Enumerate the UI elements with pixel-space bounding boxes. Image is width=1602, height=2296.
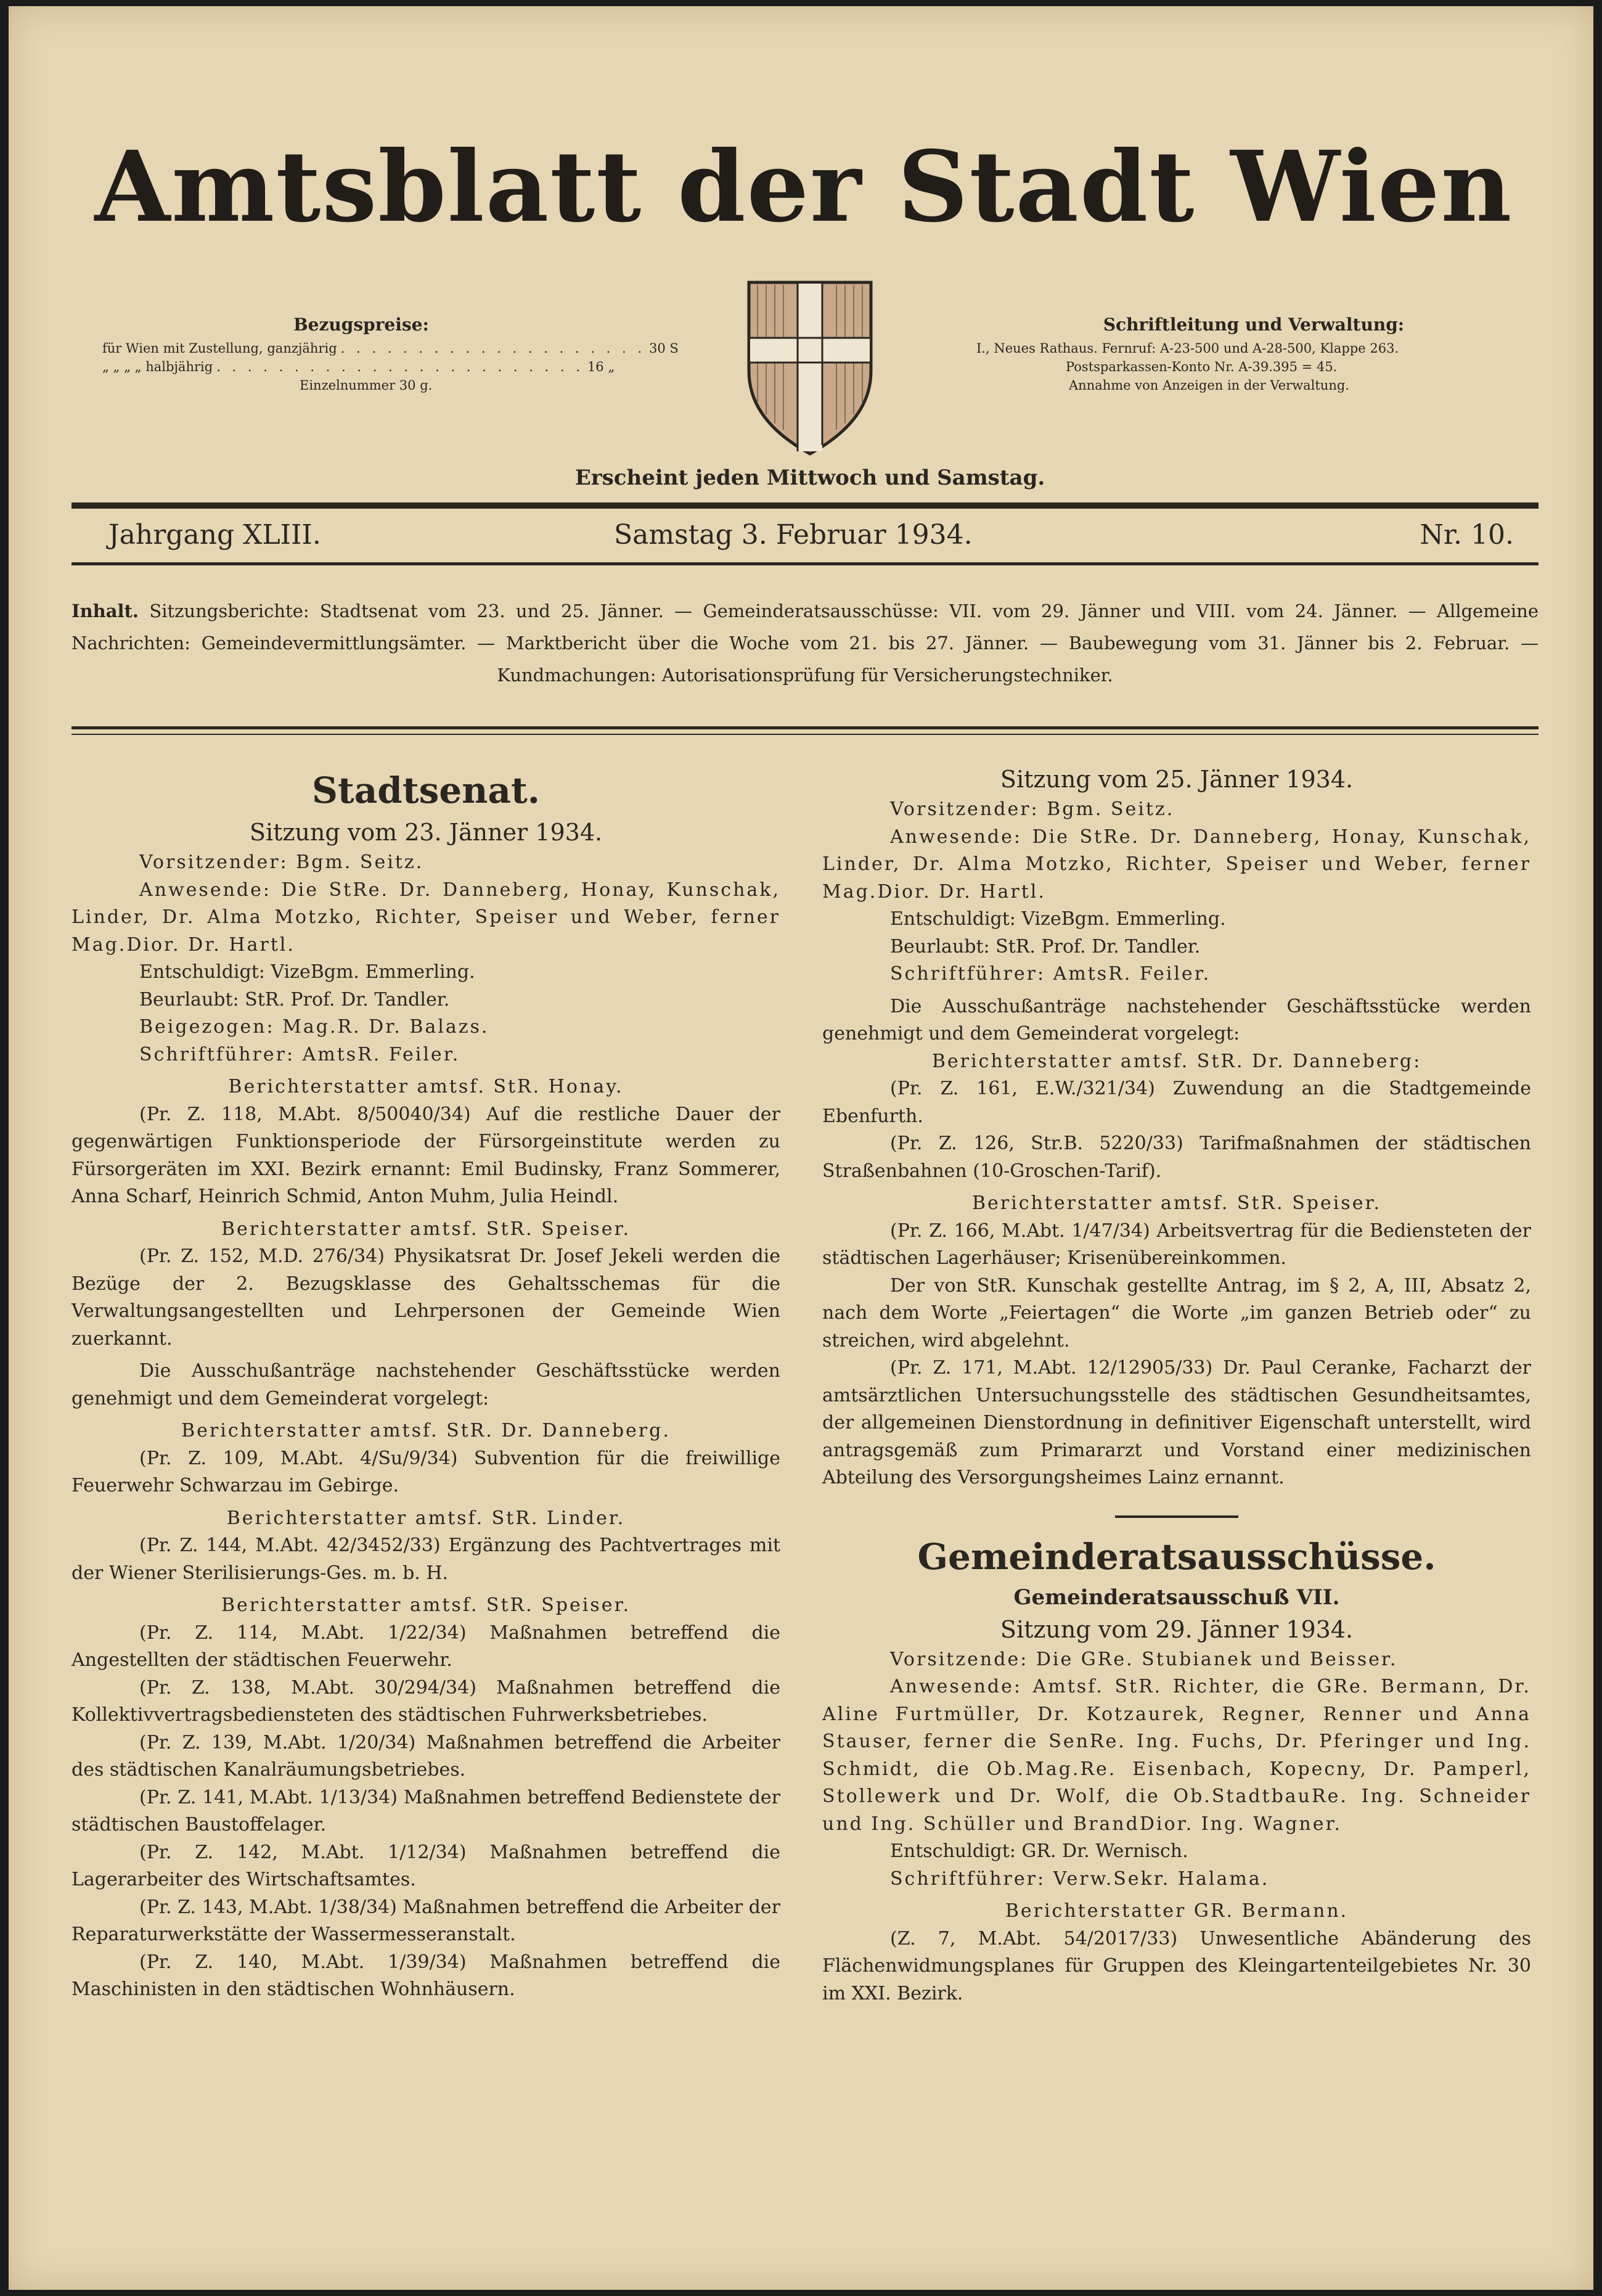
editorial-title: Schriftleitung und Verwaltung: [1103,314,1405,335]
issue-bar [72,515,1539,559]
paragraph: (Pr. Z. 152, M.D. 276/34) Physikatsrat Dr. Josef Jekeli werden die Bezüge der 2. Bezugsklasse des Gehaltsschemas für die Verwaltungsangestellten und Lehrpersonen der Gemeinde Wien zuerkannt. [72,1245,780,1350]
rule-thin [72,562,1539,565]
newspaper-page [9,6,1593,2290]
publication-frequency: Erscheint jeden Mittwoch und Samstag. [574,465,1045,490]
prices-title: Bezugspreise: [293,314,429,335]
excused: Entschuldigt: VizeBgm. Emmerling. [139,961,475,983]
session-title: Sitzung vom 25. Jänner 1934. [1000,766,1354,793]
on-leave: Beurlaubt: StR. Prof. Dr. Tandler. [890,935,1201,957]
paragraph: (Pr. Z. 140, M.Abt. 1/39/34) Maßnahmen betreffend die Maschinisten in den städtischen Wohnhäusern. [72,1951,780,2000]
paragraph: (Pr. Z. 143, M.Abt. 1/38/34) Maßnahmen betreffend die Arbeiter der Reparaturwerkstätte der Wassermesseranstalt. [72,1896,780,1945]
toc-text: Sitzungsberichte: Stadtsenat vom 23. und 25. Jänner. — Gemeinderatsausschüsse: VII. vom 29. Jänner und VIII. vom 24. Jänner. — Allgemeine Nachrichten: Gemeindevermittlungsämter. — Marktbericht über die Woche vom 21. bis 27. Jänner. — Baubewegung vom 31. Jänner bis 2. Februar. — Kundmachungen: Autorisationsprüfung für Versicherungstechniker. [72,601,1539,686]
paragraph: (Pr. Z. 166, M.Abt. 1/47/34) Arbeitsvertrag für die Bediensteten der städtischen Lagerhäuser; Krisenübereinkommen. [822,1220,1531,1269]
present: Anwesende: Die StRe. Dr. Danneberg, Honay, Kunschak, Linder, Dr. Alma Motzko, Richter, Speiser und Weber, ferner Mag.Dior. Dr. Hartl. [72,879,780,956]
paragraph: (Pr. Z. 139, M.Abt. 1/20/34) Maßnahmen betreffend die Arbeiter des städtischen Kanalräumungsbetriebes. [72,1731,780,1781]
price-label: für Wien mit Zustellung, ganzjährig [102,341,337,356]
toc-label: Inhalt. [72,601,139,621]
issue-number: Nr. 10. [1420,519,1514,551]
table-of-contents [72,595,1539,691]
session-title: Sitzung vom 29. Jänner 1934. [1000,1615,1354,1643]
column-left [72,761,780,2004]
rule-thick [72,502,1539,509]
price-value: 30 S [649,341,679,356]
rule-double-bottom [72,734,1539,735]
paragraph: (Pr. Z. 141, M.Abt. 1/13/34) Maßnahmen betreffend Bedienstete der städtischen Baustoffelager. [72,1786,780,1835]
present: Anwesende: Die StRe. Dr. Danneberg, Honay, Kunschak, Linder, Dr. Alma Motzko, Richter, Speiser und Weber, ferner Mag.Dior. Dr. Hartl. [822,826,1531,903]
single-issue-price: Einzelnummer 30 g. [300,378,433,393]
price-dots: . . . . . . . . . . . . . . . . . . . . . . . . [216,359,584,374]
rapporteur: Berichterstatter amtsf. StR. Dr. Danneberg. [181,1420,671,1441]
price-row-halfyear [102,358,615,376]
section-heading-gemeinderatsausschuesse: Gemeinderatsausschüsse. [917,1535,1436,1578]
rapporteur: Berichterstatter amtsf. StR. Speiser. [221,1594,631,1616]
paragraph: Die Ausschußanträge nachstehender Geschäftsstücke werden genehmigt und dem Gemeinderat vorgelegt: [822,995,1531,1044]
rule-double-top [72,726,1539,729]
rapporteur: Berichterstatter amtsf. StR. Dr. Danneberg: [931,1050,1422,1072]
vienna-coat-of-arms-icon [745,279,875,457]
committee-title: Gemeinderatsausschuß VII. [1013,1585,1340,1610]
column-right [822,761,1531,2007]
paragraph: Die Ausschußanträge nachstehender Geschäftsstücke werden genehmigt und dem Gemeinderat vorgelegt: [72,1360,780,1409]
session-title: Sitzung vom 23. Jänner 1934. [249,819,603,846]
subscription-prices [102,314,679,395]
excused: Entschuldigt: VizeBgm. Emmerling. [890,908,1226,930]
paragraph: (Pr. Z. 142, M.Abt. 1/12/34) Maßnahmen betreffend die Lagerarbeiter des Wirtschaftsamtes. [72,1841,780,1890]
chair: Vorsitzender: Bgm. Seitz. [139,851,424,873]
volume-label: Jahrgang XLIII. [108,519,321,551]
section-heading-stadtsenat: Stadtsenat. [312,769,540,811]
paragraph: (Pr. Z. 126, Str.B. 5220/33) Tarifmaßnahmen der städtischen Straßenbahnen (10-Groschen-Tarif). [822,1133,1531,1182]
editorial-ads: Annahme von Anzeigen in der Verwaltung. [1069,378,1349,393]
section-divider [1115,1515,1238,1518]
secretary: Schriftführer: AmtsR. Feiler. [890,963,1211,985]
price-row-yearly [102,339,679,358]
paragraph: (Pr. Z. 144, M.Abt. 42/3452/33) Ergänzung des Pachtvertrages mit der Wiener Sterilisierungs-Ges. m. b. H. [72,1535,780,1584]
price-value: 16 „ [587,359,615,374]
secretary: Schriftführer: Verw.Sekr. Halama. [890,1868,1270,1890]
present: Anwesende: Amtsf. StR. Richter, die GRe. Bermann, Dr. Aline Furtmüller, Dr. Kotzaurek, Regner, Renner und Anna Stauser, ferner die SenRe. Ing. Fuchs, Dr. Pferinger und Ing. Schmidt, die Ob.Mag.Re. Eisenbach, Kopecny, Dr. Pamperl, Stollewerk und Dr. Wolf, die Ob.StadtbauRe. Ing. Schneider und Ing. Schüller und BrandDior. Ing. Wagner. [822,1676,1531,1835]
rapporteur: Berichterstatter amtsf. StR. Speiser. [971,1192,1382,1214]
issue-date: Samstag 3. Februar 1934. [614,519,973,551]
rapporteur: Berichterstatter amtsf. StR. Linder. [226,1507,626,1529]
secretary: Schriftführer: AmtsR. Feiler. [139,1043,460,1065]
rapporteur: Berichterstatter amtsf. StR. Honay. [228,1076,624,1097]
paragraph: (Pr. Z. 118, M.Abt. 8/50040/34) Auf die restliche Dauer der gegenwärtigen Funktionsperiode der Fürsorgeinstitute werden zu Fürsorgeräten im XXI. Bezirk ernannt: Emil Budinsky, Franz Sommerer, Anna Scharf, Heinrich Schmid, Anton Muhm, Julia Heindl. [72,1103,780,1207]
rapporteur: Berichterstatter amtsf. StR. Speiser. [221,1218,631,1240]
on-leave: Beurlaubt: StR. Prof. Dr. Tandler. [139,988,450,1011]
paragraph: (Pr. Z. 138, M.Abt. 30/294/34) Maßnahmen betreffend die Kollektivvertragsbediensteten des städtischen Fuhrwerksbetriebes. [72,1676,780,1726]
paragraph: Der von StR. Kunschak gestellte Antrag, im § 2, A, III, Absatz 2, nach dem Worte „Feiertagen“ die Worte „im ganzen Betrieb oder“ zu streichen, wird abgelehnt. [822,1274,1531,1351]
editorial-postal-account: Postsparkassen-Konto Nr. A-39.395 = 45. [1066,359,1338,374]
masthead-title: Amtsblatt der Stadt Wien [94,130,1513,244]
paragraph: (Pr. Z. 161, E.W./321/34) Zuwendung an die Stadtgemeinde Ebenfurth. [822,1078,1531,1127]
added: Beigezogen: Mag.R. Dr. Balazs. [139,1016,489,1038]
price-label: „ „ „ „ halbjährig [102,359,213,374]
paragraph: (Pr. Z. 114, M.Abt. 1/22/34) Maßnahmen betreffend die Angestellten der städtischen Feuerwehr. [72,1622,780,1671]
paragraph: (Pr. Z. 109, M.Abt. 4/Su/9/34) Subvention für die freiwillige Feuerwehr Schwarzau im Gebirge. [72,1447,780,1496]
paragraph: (Z. 7, M.Abt. 54/2017/33) Unwesentliche Abänderung des Flächenwidmungsplanes für Gruppen des Kleingartenteilgebietes Nr. 30 im XXI. Bezirk. [822,1927,1531,2004]
rapporteur: Berichterstatter GR. Bermann. [1005,1900,1349,1922]
chair: Vorsitzender: Bgm. Seitz. [890,798,1175,820]
chair: Vorsitzende: Die GRe. Stubianek und Beisser. [890,1648,1398,1670]
editorial-office [976,316,1531,395]
excused: Entschuldigt: GR. Dr. Wernisch. [890,1840,1188,1862]
editorial-address: I., Neues Rathaus. Fernruf: A-23-500 und A-28-500, Klappe 263. [976,341,1399,356]
price-dots: . . . . . . . . . . . . . . . . . . . . [340,341,645,356]
paragraph: (Pr. Z. 171, M.Abt. 12/12905/33) Dr. Paul Ceranke, Facharzt der amtsärztlichen Untersuchungsstelle des städtischen Gesundheitsamtes, der allgemeinen Dienstordnung in definitiver Eigenschaft unterstellt, wird antragsgemäß zum Primararzt und Vorstand einer medizinischen Abteilung des Versorgungsheimes Lainz ernannt. [822,1357,1531,1488]
